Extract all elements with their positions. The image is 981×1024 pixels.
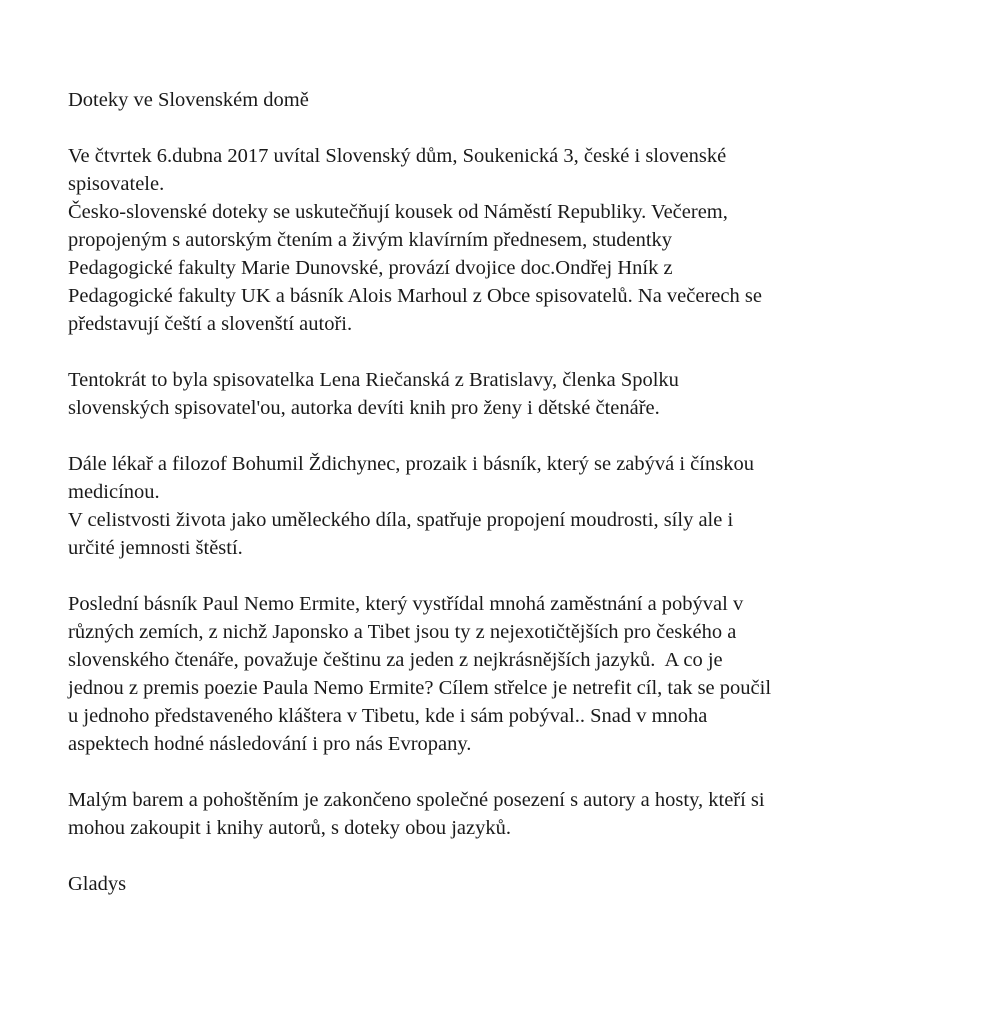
text-line: mohou zakoupit i knihy autorů, s doteky obou jazyků. xyxy=(68,817,511,839)
text-line: Pedagogické fakulty Marie Dunovské, provází dvojice doc.Ondřej Hník z xyxy=(68,257,673,279)
text-line: různých zemích, z nichž Japonsko a Tibet jsou ty z nejexotičtějších pro českého a xyxy=(68,621,737,643)
article-title: Doteky ve Slovenském domě xyxy=(68,89,309,111)
text-line: medicínou. xyxy=(68,481,160,503)
text-line: V celistvosti života jako uměleckého díla, spatřuje propojení moudrosti, síly ale i xyxy=(68,509,734,531)
text-line: Ve čtvrtek 6.dubna 2017 uvítal Slovenský dům, Soukenická 3, české i slovenské xyxy=(68,145,727,167)
text-line: Dále lékař a filozof Bohumil Ždichynec, prozaik i básník, který se zabývá i čínskou xyxy=(68,453,754,475)
paragraph-1 xyxy=(68,142,908,338)
text-line: slovenských spisovatel'ou, autorka devíti knih pro ženy i dětské čtenáře. xyxy=(68,397,660,419)
paragraph-4 xyxy=(68,590,908,758)
text-line: u jednoho představeného kláštera v Tibetu, kde i sám pobýval.. Snad v mnoha xyxy=(68,705,708,727)
text-line: Malým barem a pohoštěním je zakončeno společné posezení s autory a hosty, kteří si xyxy=(68,789,765,811)
paragraph-2 xyxy=(68,366,908,422)
text-line: propojeným s autorským čtením a živým klavírním přednesem, studentky xyxy=(68,229,673,251)
paragraph-5 xyxy=(68,786,908,842)
article xyxy=(68,86,908,898)
text-line: jednou z premis poezie Paula Nemo Ermite? Cílem střelce je netrefit cíl, tak se poučil xyxy=(68,677,772,699)
text-line: určité jemnosti štěstí. xyxy=(68,537,243,559)
text-line: slovenského čtenáře, považuje češtinu za jeden z nejkrásnějších jazyků. A co je xyxy=(68,649,723,671)
text-line: Pedagogické fakulty UK a básník Alois Marhoul z Obce spisovatelů. Na večerech se xyxy=(68,285,762,307)
text-line: představují čeští a slovenští autoři. xyxy=(68,313,353,335)
text-line: Tentokrát to byla spisovatelka Lena Riečanská z Bratislavy, členka Spolku xyxy=(68,369,679,391)
paragraph-3 xyxy=(68,450,908,562)
text-line: aspektech hodné následování i pro nás Evropany. xyxy=(68,733,472,755)
text-line: spisovatele. xyxy=(68,173,165,195)
signature: Gladys xyxy=(68,873,127,895)
text-line: Poslední básník Paul Nemo Ermite, který vystřídal mnohá zaměstnání a pobýval v xyxy=(68,593,744,615)
text-line: Česko-slovenské doteky se uskutečňují kousek od Náměstí Republiky. Večerem, xyxy=(68,201,728,223)
article-body xyxy=(68,142,908,842)
